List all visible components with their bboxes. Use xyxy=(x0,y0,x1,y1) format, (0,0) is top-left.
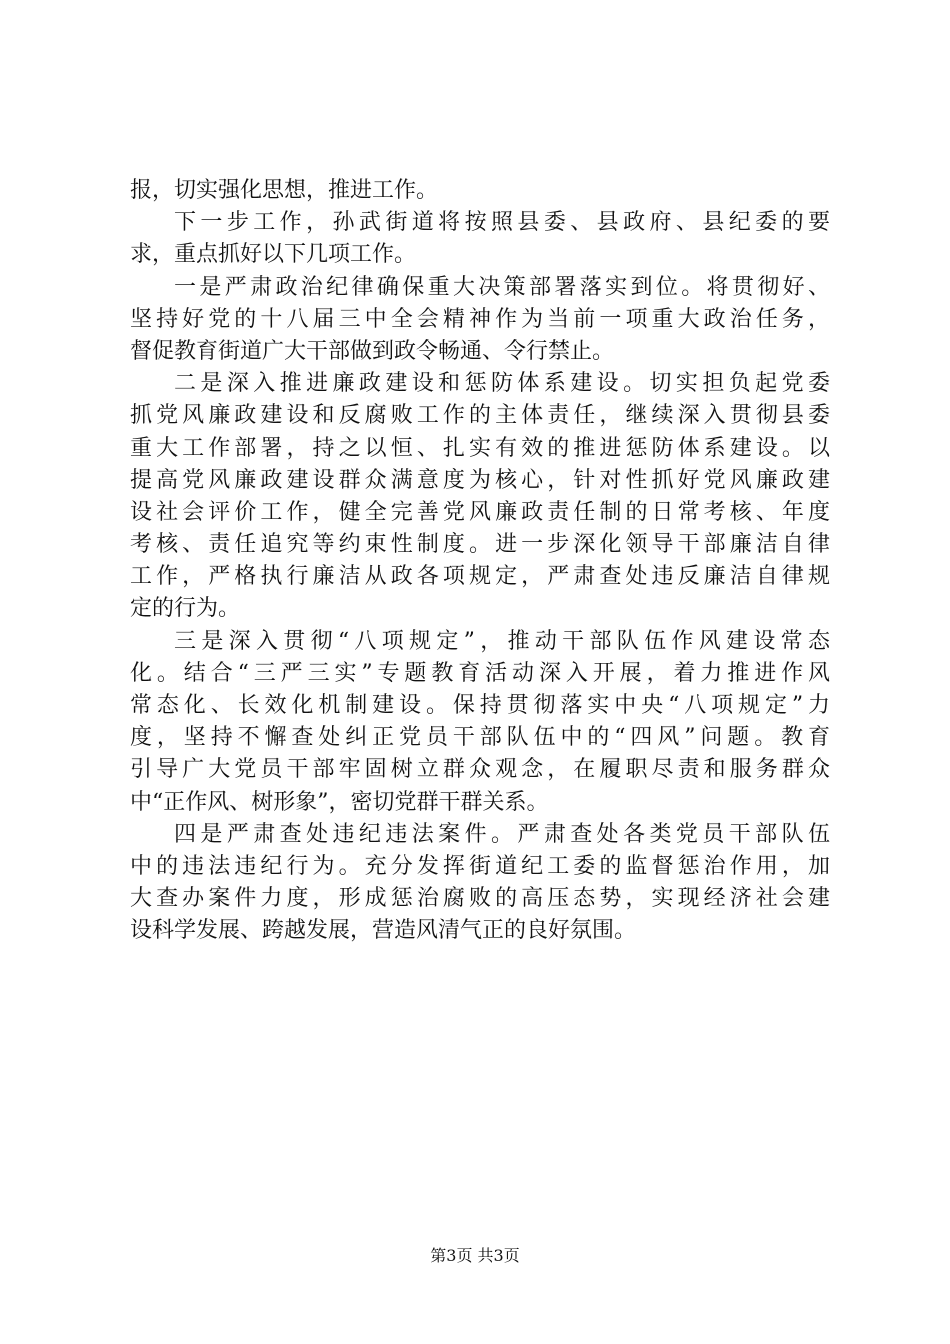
text-line: 设社会评价工作，健全完善党风廉政责任制的日常考核、年度 xyxy=(130,499,830,525)
paragraph-2 xyxy=(130,207,830,271)
text-line: 常态化、长效化机制建设。保持贯彻落实中央“八项规定”力 xyxy=(130,693,830,718)
document-body xyxy=(130,175,830,948)
paragraph-5 xyxy=(130,626,830,819)
paragraph-4 xyxy=(130,368,830,626)
paragraph-6 xyxy=(130,819,830,948)
text-line: 设科学发展、跨越发展，营造风清气正的良好氛围。 xyxy=(130,918,637,944)
text-line: 考核、责任追究等约束性制度。进一步深化领导干部廉洁自律 xyxy=(130,532,830,558)
paragraph-3 xyxy=(130,272,830,369)
text-line: 度，坚持不懈查处纠正党员干部队伍中的“四风”问题。教育 xyxy=(130,725,830,751)
text-line: 大查办案件力度，形成惩治腐败的高压态势，实现经济社会建 xyxy=(130,886,830,912)
text-line: 化。结合“三严三实”专题教育活动深入开展，着力推进作风 xyxy=(130,660,830,686)
text-line: 抓党风廉政建设和反腐败工作的主体责任，继续深入贯彻县委 xyxy=(130,403,830,429)
text-line: 重大工作部署，持之以恒、扎实有效的推进惩防体系建设。以 xyxy=(130,435,830,461)
text-line: 中的违法违纪行为。充分发挥街道纪工委的监督惩治作用，加 xyxy=(130,853,830,879)
text-line: 提高党风廉政建设群众满意度为核心，针对性抓好党风廉政建 xyxy=(130,467,830,493)
text-line: 三是深入贯彻“八项规定”，推动干部队伍作风建设常态 xyxy=(174,628,830,654)
text-line: 下一步工作，孙武街道将按照县委、县政府、县纪委的要 xyxy=(174,210,830,236)
text-line: 求，重点抓好以下几项工作。 xyxy=(130,242,417,268)
text-line: 引导广大党员干部牢固树立群众观念，在履职尽责和服务群众 xyxy=(130,757,830,783)
text-line: 督促教育街道广大干部做到政令畅通、令行禁止。 xyxy=(130,338,615,364)
text-line: 坚持好党的十八届三中全会精神作为当前一项重大政治任务， xyxy=(130,306,830,332)
text-line: 报，切实强化思想，推进工作。 xyxy=(130,178,439,203)
text-line: 二是深入推进廉政建设和惩防体系建设。切实担负起党委 xyxy=(174,371,830,397)
text-line: 定的行为。 xyxy=(130,596,241,622)
text-line: 中“正作风、树形象”，密切党群干群关系。 xyxy=(130,789,549,815)
page-footer: 第3页 共3页 xyxy=(430,1246,520,1265)
paragraph-1 xyxy=(130,175,830,207)
text-line: 四是严肃查处违纪违法案件。严肃查处各类党员干部队伍 xyxy=(174,821,830,847)
text-line: 工作，严格执行廉洁从政各项规定，严肃查处违反廉洁自律规 xyxy=(130,564,830,590)
text-line: 一是严肃政治纪律确保重大决策部署落实到位。将贯彻好、 xyxy=(174,274,830,300)
